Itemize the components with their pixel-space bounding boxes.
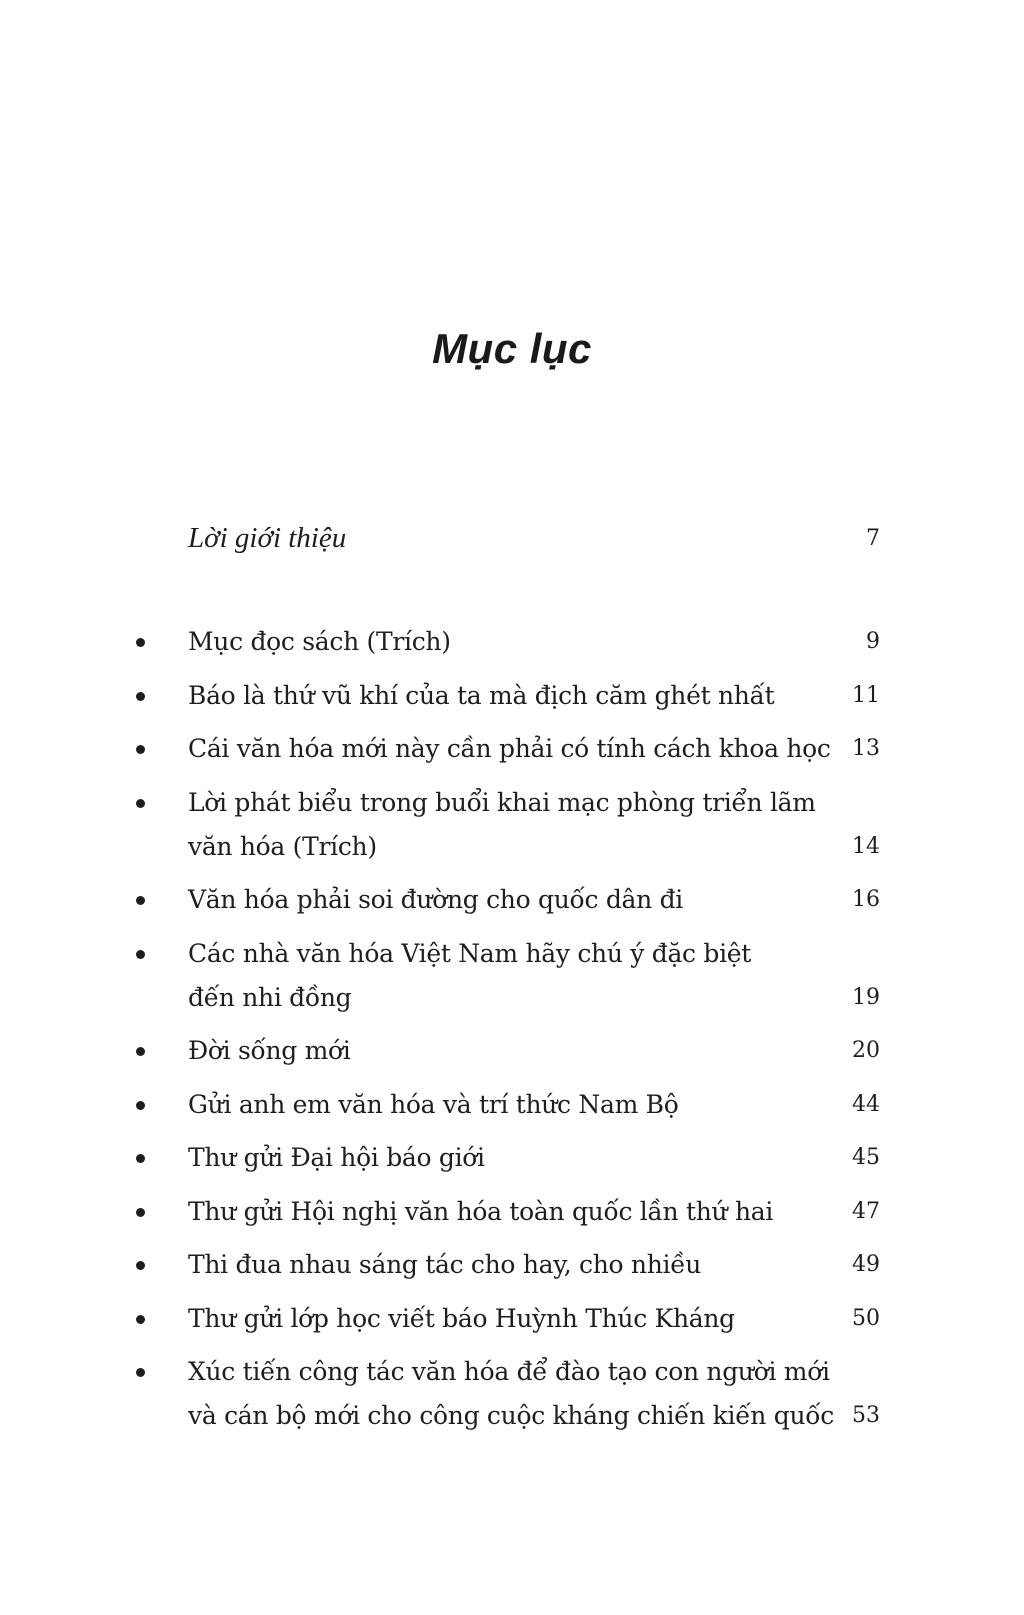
toc-entry-page-number: 16 bbox=[852, 887, 880, 912]
bullet-icon bbox=[136, 1261, 145, 1270]
toc-entry[interactable] bbox=[136, 932, 880, 1030]
toc-entry[interactable] bbox=[136, 781, 880, 879]
toc-entry-page-number: 50 bbox=[852, 1305, 880, 1331]
toc-entry-title: Mục đọc sách (Trích) bbox=[188, 627, 451, 656]
toc-entry-page-number: 45 bbox=[852, 1145, 880, 1170]
toc-entry[interactable] bbox=[136, 878, 880, 932]
toc-entry[interactable] bbox=[136, 1190, 880, 1244]
bullet-icon bbox=[136, 799, 145, 808]
toc-entry-page-number: 47 bbox=[852, 1198, 880, 1224]
bullet-icon bbox=[136, 692, 145, 701]
toc-entry[interactable] bbox=[136, 1297, 880, 1351]
toc-entry-title: Lời phát biểu trong buổi khai mạc phòng triển lãm văn hóa (Trích) bbox=[188, 787, 816, 861]
page-title: Mục lục bbox=[432, 325, 592, 372]
toc-entry-title: Xúc tiến công tác văn hóa để đào tạo con người mới và cán bộ mới cho công cuộc kháng chiến kiến quốc bbox=[188, 1357, 834, 1430]
toc-entry-title: Các nhà văn hóa Việt Nam hãy chú ý đặc biệt đến nhi đồng bbox=[188, 938, 752, 1012]
toc-entry-title: Thư gửi Hội nghị văn hóa toàn quốc lần thứ hai bbox=[188, 1196, 774, 1226]
toc-entry-title: Văn hóa phải soi đường cho quốc dân đi bbox=[188, 885, 683, 914]
bullet-icon bbox=[136, 896, 145, 905]
bullet-icon bbox=[136, 1315, 145, 1324]
toc-entry-page-number: 20 bbox=[852, 1038, 880, 1063]
bullet-icon bbox=[136, 1101, 145, 1110]
toc-entry-title: Gửi anh em văn hóa và trí thức Nam Bộ bbox=[188, 1089, 679, 1119]
toc-entry[interactable] bbox=[136, 1350, 880, 1448]
toc-entry[interactable] bbox=[136, 727, 880, 781]
toc-entry[interactable] bbox=[136, 1029, 880, 1083]
toc-entry-title: Đời sống mới bbox=[188, 1036, 351, 1065]
toc-list bbox=[136, 620, 880, 1448]
bullet-icon bbox=[136, 1047, 145, 1056]
toc-intro-page-number: 7 bbox=[866, 526, 880, 551]
toc-entry-page-number: 53 bbox=[852, 1403, 880, 1428]
toc-entry-page-number: 19 bbox=[852, 984, 880, 1010]
toc-entry-title: Thi đua nhau sáng tác cho hay, cho nhiều bbox=[188, 1250, 702, 1279]
bullet-icon bbox=[136, 950, 145, 959]
toc-entry-title: Thư gửi Đại hội báo giới bbox=[188, 1143, 485, 1172]
toc-entry[interactable] bbox=[136, 1136, 880, 1190]
toc-entry-page-number: 9 bbox=[866, 629, 880, 654]
toc-entry-page-number: 14 bbox=[852, 833, 880, 859]
toc-entry-page-number: 49 bbox=[852, 1252, 880, 1277]
toc-entry-title: Thư gửi lớp học viết báo Huỳnh Thúc Kháng bbox=[188, 1303, 735, 1333]
toc-intro-label: Lời giới thiệu bbox=[188, 522, 347, 554]
bullet-icon bbox=[136, 1208, 145, 1217]
toc-entry[interactable] bbox=[136, 674, 880, 728]
toc-entry-title: Báo là thứ vũ khí của ta mà địch căm ghét nhất bbox=[188, 680, 775, 710]
bullet-icon bbox=[136, 1368, 145, 1377]
bullet-icon bbox=[136, 745, 145, 754]
toc-entry[interactable] bbox=[136, 620, 880, 674]
toc-entry[interactable] bbox=[136, 1083, 880, 1137]
toc-entry[interactable] bbox=[136, 1243, 880, 1297]
toc-entry-page-number: 44 bbox=[852, 1091, 880, 1117]
bullet-icon bbox=[136, 638, 145, 647]
bullet-icon bbox=[136, 1154, 145, 1163]
toc-entry-title: Cái văn hóa mới này cần phải có tính cách khoa học bbox=[188, 734, 831, 763]
toc-entry-page-number: 13 bbox=[852, 736, 880, 761]
toc-intro-row[interactable] bbox=[188, 522, 880, 562]
toc-entry-page-number: 11 bbox=[852, 682, 880, 708]
